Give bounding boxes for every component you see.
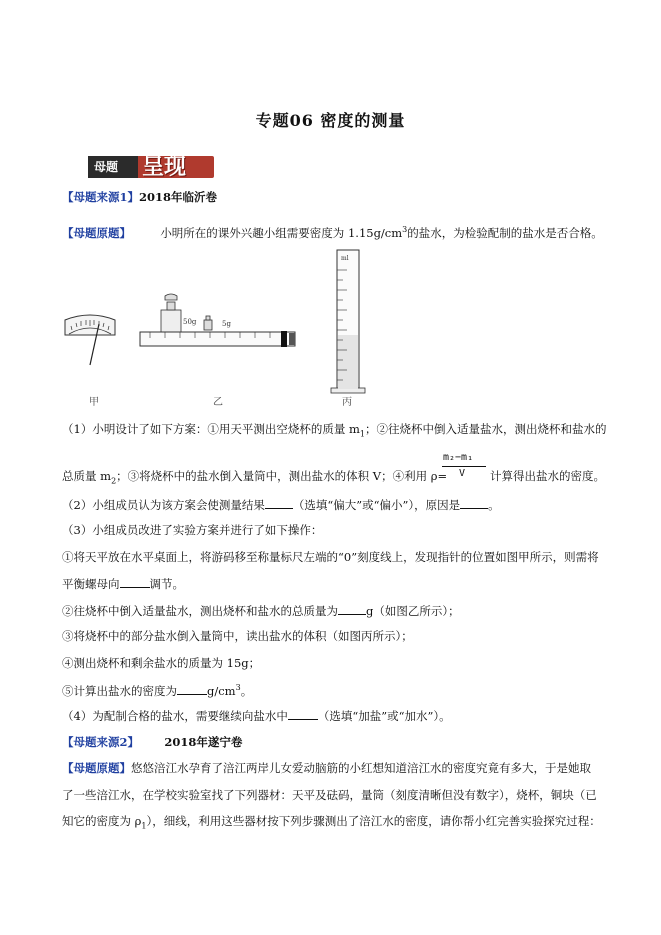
q1-line-10 <box>62 680 252 699</box>
q1-line-8: ③将烧杯中的部分盐水倒入量筒中，读出盐水的体积（如图丙所示）； <box>62 629 413 643</box>
q1-p2-sub: 2 <box>111 476 117 486</box>
weight-5g: 5g <box>222 320 231 328</box>
page-title: 专题06 密度的测量 <box>255 111 406 130</box>
q2-line-2: 了一些涪江水，在学校实验室找了下列器材：天平及砝码，量筒（刻度清晰但没有数字），烧杯，铜块（已 <box>62 788 597 802</box>
q1-p11-a: （4）为配制合格的盐水，需要继续向盐水中 <box>62 709 288 723</box>
q1-p6-b: 调节。 <box>149 577 184 591</box>
q1-line-11 <box>62 707 451 724</box>
q1-line-2 <box>62 468 447 489</box>
q1-line-1 <box>62 421 606 442</box>
figure-yi-balance <box>140 294 295 347</box>
answer-blank-3[interactable] <box>120 575 150 588</box>
cylinder-unit: ml <box>341 255 349 262</box>
q2-prob-tag: 【母题原题】 <box>62 761 131 775</box>
q1-prob-tag: 【母题原题】 <box>62 225 131 240</box>
label-jia: 甲 <box>89 397 99 408</box>
q1-p1-b: ；②往烧杯中倒入适量盐水，测出烧杯和盐水的 <box>364 422 607 436</box>
answer-blank-6[interactable] <box>288 707 318 720</box>
q1-source-line <box>62 189 217 205</box>
q1-p1-a: （1）小明设计了如下方案：①用天平测出空烧杯的质量 m <box>62 422 360 436</box>
experiment-figures <box>55 240 385 410</box>
q1-p7-a: ②往烧杯中倒入适量盐水，测出烧杯和盐水的总质量为 <box>62 604 338 618</box>
figure-bing-cylinder <box>331 250 365 393</box>
q1-line-4: （3）小组成员改进了实验方案并进行了如下操作： <box>62 523 323 537</box>
q1-p3-a: （2）小组成员认为该方案会使测量结果 <box>62 498 265 512</box>
density-fraction-num: m₂−m₁ <box>443 452 474 463</box>
q2-l3-sub: 1 <box>141 821 147 831</box>
q1-p2-a: 总质量 m <box>62 469 112 483</box>
q1-line-5: ①将天平放在水平桌面上，将游码移至称量标尺左端的“0”刻度线上，发现指针的位置如图甲所示，则需将 <box>62 550 599 564</box>
q1-line-7 <box>62 602 460 619</box>
q1-source-tag: 【母题来源1】 <box>62 190 140 204</box>
q1-line-9: ④测出烧杯和剩余盐水的质量为 15g； <box>62 656 261 670</box>
q1-line-2-end: 计算得出盐水的密度。 <box>490 469 605 483</box>
q1-p10-c: 。 <box>240 683 253 698</box>
q1-line-3 <box>62 496 500 513</box>
figure-jia-dial <box>65 315 115 365</box>
density-fraction-bar <box>442 466 486 467</box>
q1-intro: 小明所在的课外兴趣小组需要密度为 1.15g/cm <box>160 225 403 240</box>
q1-p7-b: g（如图乙所示）； <box>366 604 460 618</box>
q2-source: 2018年遂宁卷 <box>164 735 243 749</box>
q1-source: 2018年临沂卷 <box>139 190 218 204</box>
q1-p3-c: 。 <box>488 498 500 512</box>
q1-p2-b: ；③将烧杯中的盐水倒入量筒中，测出盐水的体积 V；④利用 ρ= <box>116 469 448 483</box>
q1-intro-post: 的盐水，为检验配制的盐水是否合格。 <box>407 225 603 240</box>
banner-left: 母题 <box>94 160 119 174</box>
q1-p11-b: （选填“加盐”或“加水”）。 <box>317 709 451 723</box>
q1-p6-a: 平衡螺母向 <box>62 577 120 591</box>
q1-intro-line <box>62 222 603 241</box>
q1-p10-b: g/cm <box>207 683 236 698</box>
label-yi: 乙 <box>213 397 223 408</box>
weight-50g: 50g <box>183 318 197 326</box>
q2-source-tag: 【母题来源2】 <box>62 735 140 749</box>
q2-l3-a: 知它的密度为 ρ <box>62 814 142 828</box>
answer-blank-1[interactable] <box>265 496 293 509</box>
q2-l1: 悠悠涪江水孕育了涪江两岸儿女爱动脑筋的小红想知道涪江水的密度究竟有多大，于是她取 <box>131 761 591 775</box>
banner-right: 呈现 <box>142 155 187 180</box>
q2-line-1 <box>62 760 591 776</box>
section-banner <box>88 150 214 180</box>
q2-line-3 <box>62 813 601 834</box>
q1-p10-a: ⑤计算出盐水的密度为 <box>62 683 177 698</box>
q1-p10-sup: 3 <box>235 683 241 692</box>
q2-source-line <box>62 734 242 750</box>
answer-blank-4[interactable] <box>338 602 366 615</box>
density-fraction-den: V <box>459 468 466 479</box>
q1-intro-sup: 3 <box>402 225 408 234</box>
q1-p1-sub: 1 <box>359 429 365 439</box>
q1-line-6 <box>62 575 184 592</box>
q2-l3-b: ），细线，利用这些器材按下列步骤测出了涪江水的密度，请你帮小红完善实验探究过程： <box>146 814 601 828</box>
answer-blank-2[interactable] <box>460 496 488 509</box>
label-bing: 丙 <box>342 397 352 408</box>
q1-p3-b: （选填“偏大”或“偏小”），原因是 <box>292 498 461 512</box>
answer-blank-5[interactable] <box>177 682 207 695</box>
